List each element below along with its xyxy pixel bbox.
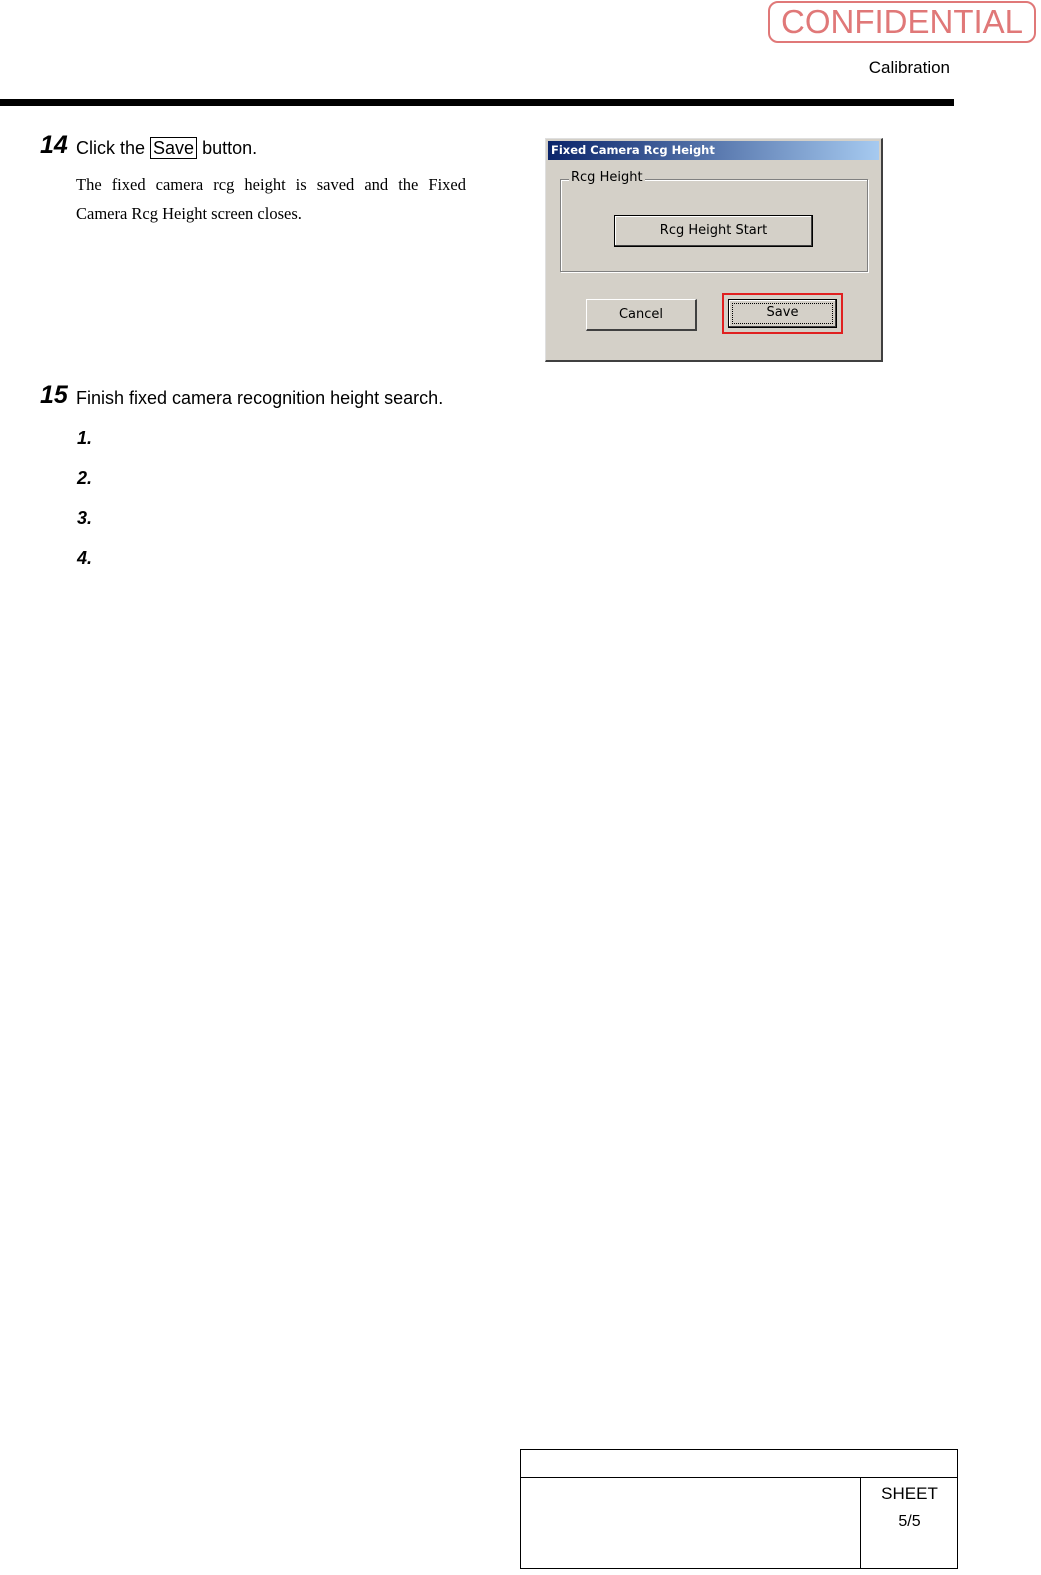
- step-14-title: [76, 138, 257, 159]
- step-14-number: 14: [40, 131, 68, 159]
- section-title: Calibration: [868, 58, 950, 77]
- fixed-camera-rcg-height-dialog: [545, 138, 883, 362]
- step-15-number: 15: [40, 381, 68, 409]
- rcg-height-group-label: Rcg Height: [571, 170, 643, 185]
- step-14-title-after: button.: [197, 138, 258, 158]
- cancel-button[interactable]: Cancel: [586, 299, 697, 331]
- rcg-height-group: [560, 170, 868, 272]
- save-button-highlight: [722, 293, 843, 334]
- substep-2: 2.: [77, 468, 93, 488]
- substep-4: 4.: [77, 548, 93, 568]
- save-button[interactable]: [728, 299, 837, 328]
- confidential-stamp: CONFIDENTIAL: [768, 1, 1036, 43]
- step-14-title-before: Click the: [76, 138, 151, 158]
- rcg-height-start-button[interactable]: Rcg Height Start: [614, 215, 813, 247]
- sheet-label: SHEET: [881, 1484, 938, 1503]
- save-button-reference: Save: [150, 137, 197, 159]
- step-15-title: Finish fixed camera recognition height search.: [76, 388, 444, 408]
- substep-1: 1.: [77, 428, 93, 448]
- substep-3: 3.: [77, 508, 93, 528]
- dialog-titlebar: Fixed Camera Rcg Height: [548, 141, 879, 160]
- step-14-description: The fixed camera rcg height is saved and the Fixed Camera Rcg Height screen closes.: [76, 175, 466, 223]
- save-focus-ring: [732, 303, 833, 324]
- footer-row-divider: [521, 1477, 957, 1478]
- footer-table: [520, 1449, 958, 1569]
- save-button-label: Save: [766, 305, 799, 320]
- sheet-number: 5/5: [898, 1513, 921, 1530]
- header-rule: [0, 99, 954, 106]
